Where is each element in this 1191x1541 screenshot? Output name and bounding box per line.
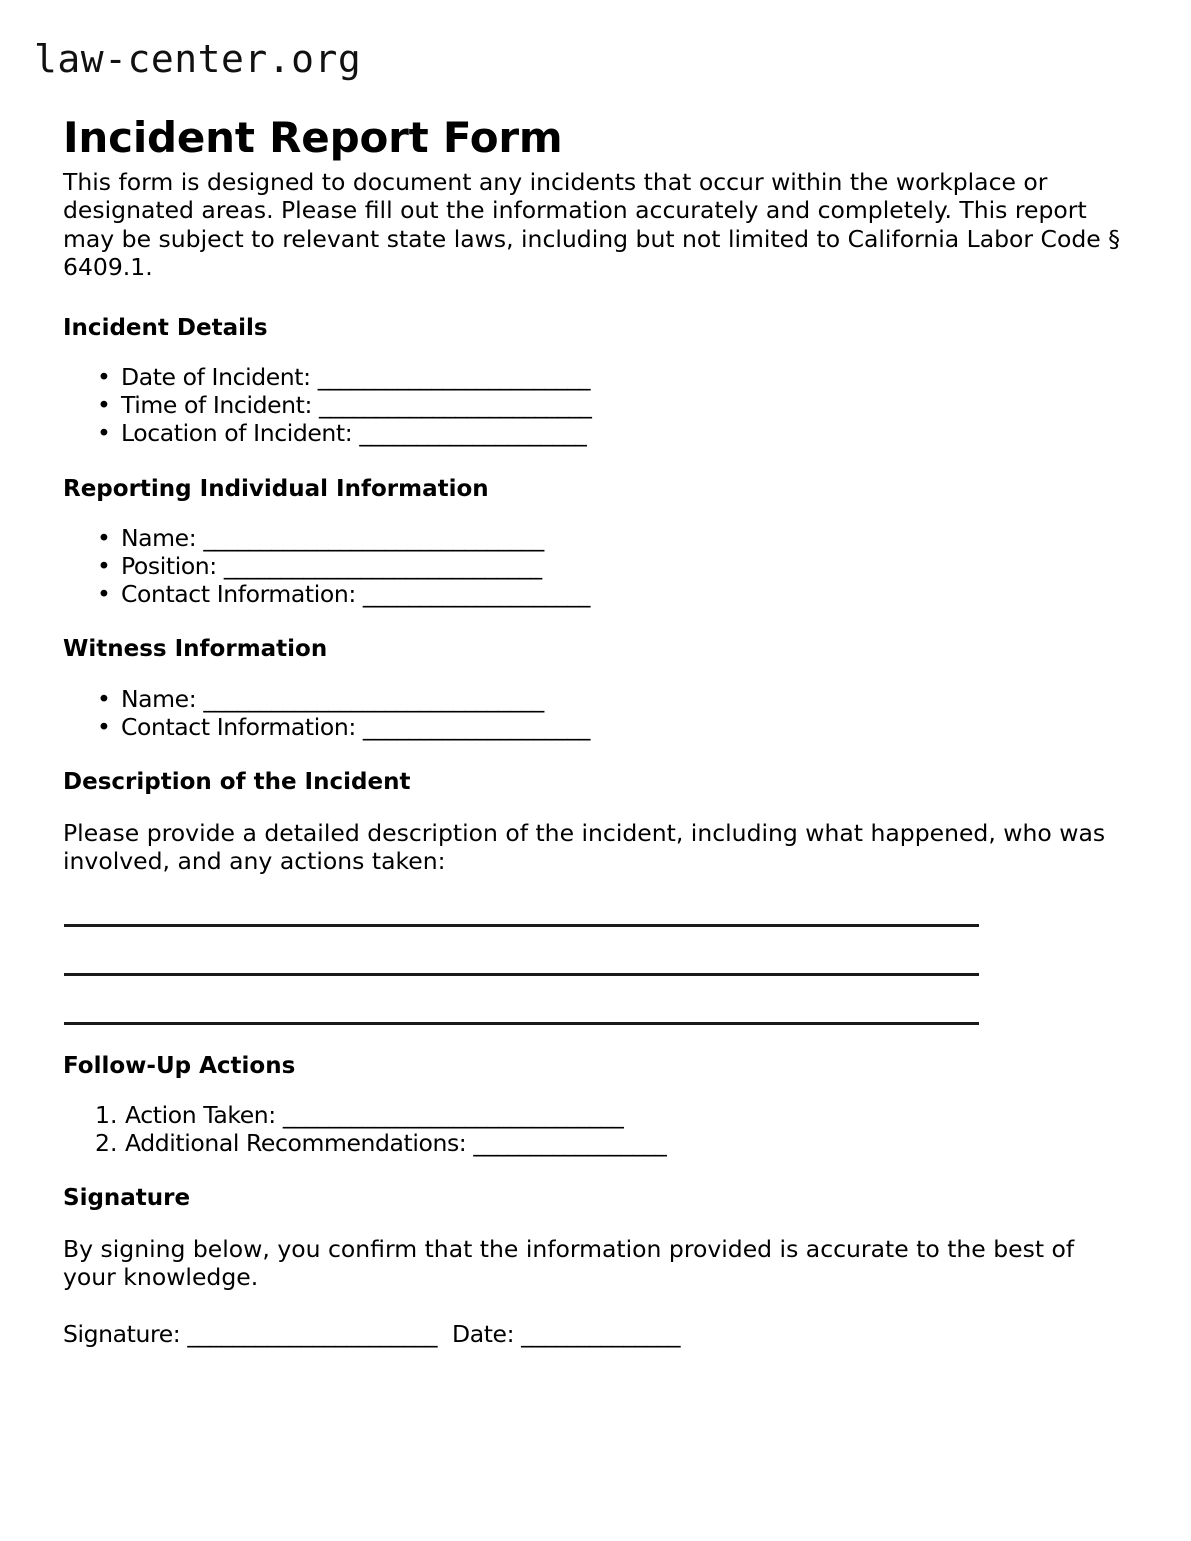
field-additional-recommendations[interactable]: Additional Recommendations: _________________ (125, 1129, 667, 1158)
list-item (121, 391, 1133, 419)
list-item (121, 419, 1133, 447)
document-body (63, 168, 1133, 1348)
incident-details-list (63, 363, 1133, 447)
list-item (121, 363, 1133, 391)
field-location-of-incident[interactable]: Location of Incident: ____________________ (121, 419, 587, 448)
follow-up-actions-list (63, 1101, 1133, 1157)
field-reporter-contact-information[interactable]: Contact Information: ____________________ (121, 580, 590, 609)
section-heading-witness-information: Witness Information (63, 636, 328, 663)
section-heading-reporting-individual-information: Reporting Individual Information (63, 475, 489, 502)
list-item (121, 552, 1133, 580)
description-instructions: Please provide a detailed description of the incident, including what happened, who was involved, and any actions taken: (63, 818, 1106, 876)
page-title: Incident Report Form (63, 113, 563, 163)
signature-statement: By signing below, you confirm that the information provided is accurate to the best of your knowledge. (63, 1234, 1075, 1292)
list-item (95, 1101, 1133, 1129)
field-reporter-position[interactable]: Position: ____________________________ (121, 552, 542, 581)
description-blank-line-1[interactable] (64, 924, 979, 927)
witness-information-list (63, 685, 1133, 741)
section-heading-follow-up-actions: Follow-Up Actions (63, 1052, 296, 1079)
signature-row (63, 1320, 1133, 1348)
site-name: law-center.org (34, 37, 362, 81)
section-heading-incident-details: Incident Details (63, 314, 268, 341)
intro-paragraph: This form is designed to document any incidents that occur within the workplace or designated areas. Please fill out the information accurately and completely. This report may be subject to relevant state laws, including but not limited to California Labor Code § 6409.1. (63, 168, 1120, 282)
field-signature[interactable]: Signature: ______________________ (63, 1319, 438, 1348)
field-witness-contact-information[interactable]: Contact Information: ____________________ (121, 713, 590, 742)
description-blank-line-2[interactable] (64, 973, 979, 976)
list-item (95, 1129, 1133, 1157)
field-reporter-name[interactable]: Name: ______________________________ (121, 524, 544, 553)
section-heading-description-of-the-incident: Description of the Incident (63, 769, 411, 796)
section-heading-signature: Signature (63, 1185, 191, 1212)
list-item (121, 713, 1133, 741)
field-signature-date[interactable]: Date: ______________ (452, 1319, 681, 1348)
list-item (121, 524, 1133, 552)
field-witness-name[interactable]: Name: ______________________________ (121, 684, 544, 713)
field-action-taken[interactable]: Action Taken: ______________________________ (125, 1101, 624, 1130)
list-item (121, 580, 1133, 608)
list-item (121, 685, 1133, 713)
description-blank-lines (63, 924, 1133, 1025)
field-date-of-incident[interactable]: Date of Incident: ________________________ (121, 363, 591, 392)
field-time-of-incident[interactable]: Time of Incident: ________________________ (121, 391, 592, 420)
reporting-individual-list (63, 524, 1133, 608)
